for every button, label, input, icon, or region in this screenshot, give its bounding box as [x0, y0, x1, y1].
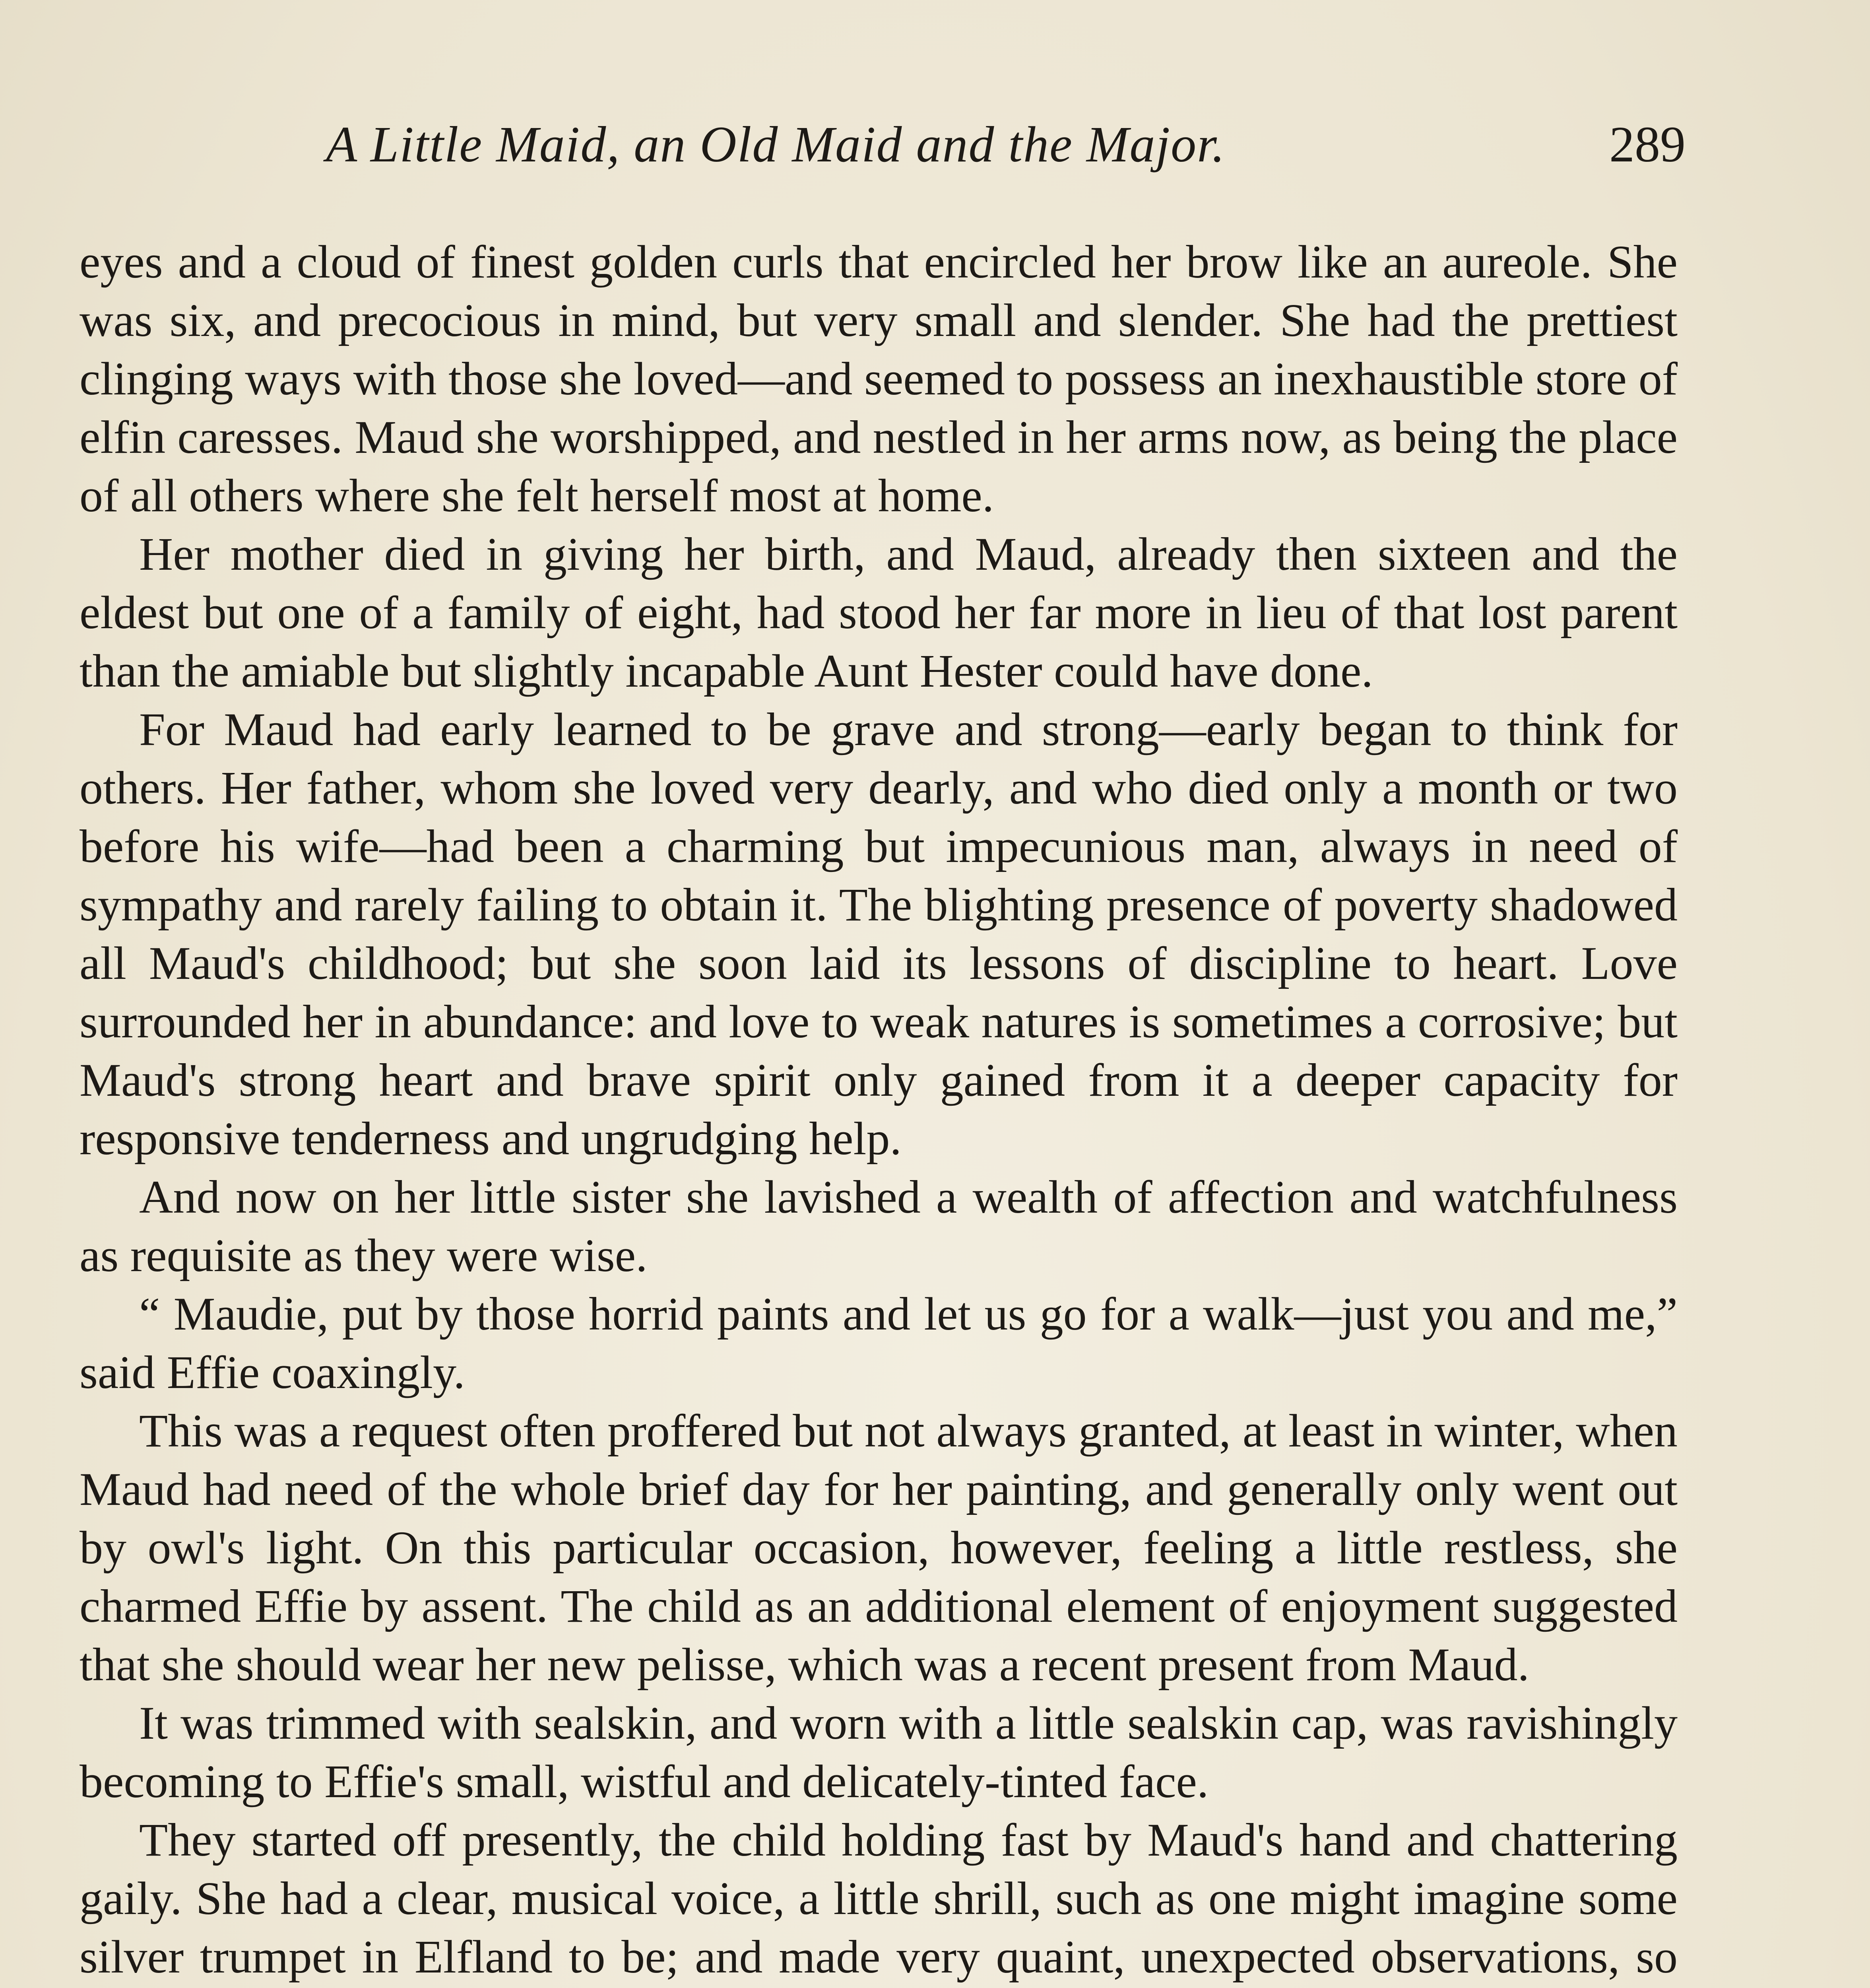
paragraph-2: Her mother died in giving her birth, and Maud, already then sixteen and the eldest but one of a family of eight, had stood her far more in lieu of that lost parent than the amiable but slightly incapable Aunt Hester could have done.: [80, 528, 1678, 697]
page-number: 289: [1609, 116, 1686, 173]
paragraph-3: For Maud had early learned to be grave and strong—early began to think for others. Her father, whom she loved very dearly, and who died only a month or two before his wife—had been a charming but impecunious man, always in need of sympathy and rarely failing to obtain it. The blighting presence of poverty shadowed all Maud's childhood; but she soon laid its lessons of discipline to heart. Love surrounded her in abundance: and love to weak natures is sometimes a corrosive; but Maud's strong heart and brave spirit only gained from it a deeper capacity for responsive tenderness and ungrudging help.: [80, 703, 1678, 1165]
paragraph-1: eyes and a cloud of finest golden curls that encircled her brow like an aureole. She was six, and precocious in mind, but very small and slender. She had the prettiest clinging ways with those she loved—and seemed to possess an inexhaustible store of elfin caresses. Maud she worshipped, and nestled in her arms now, as being the place of all others where she felt herself most at home.: [80, 236, 1678, 522]
paragraph-5: “ Maudie, put by those horrid paints and let us go for a walk—just you and me,” said Effie coaxingly.: [80, 1288, 1678, 1398]
running-title: A Little Maid, an Old Maid and the Major.: [326, 116, 1226, 173]
paragraph-6: This was a request often proffered but not always granted, at least in winter, when Maud had need of the whole brief day for her painting, and generally only went out by owl's light. On this particular occasion, however, feeling a little restless, she charmed Effie by assent. The child as an additional element of enjoyment suggested that she should wear her new pelisse, which was a recent present from Maud.: [80, 1405, 1678, 1691]
paragraph-8: They started off presently, the child holding fast by Maud's hand and chattering gaily. She had a clear, musical voice, a little shrill, such as one might imagine some silver trumpet in Elfland to be; and made very quaint, unexpected observations, so: [80, 1814, 1678, 1983]
body-text: [80, 233, 1678, 1988]
paragraph-4: And now on her little sister she lavished a wealth of affection and watchfulness as requisite as they were wise.: [80, 1171, 1678, 1281]
paragraph-7: It was trimmed with sealskin, and worn with a little sealskin cap, was ravishingly becoming to Effie's small, wistful and delicately-tinted face.: [80, 1697, 1678, 1807]
page-header: [80, 115, 1686, 195]
